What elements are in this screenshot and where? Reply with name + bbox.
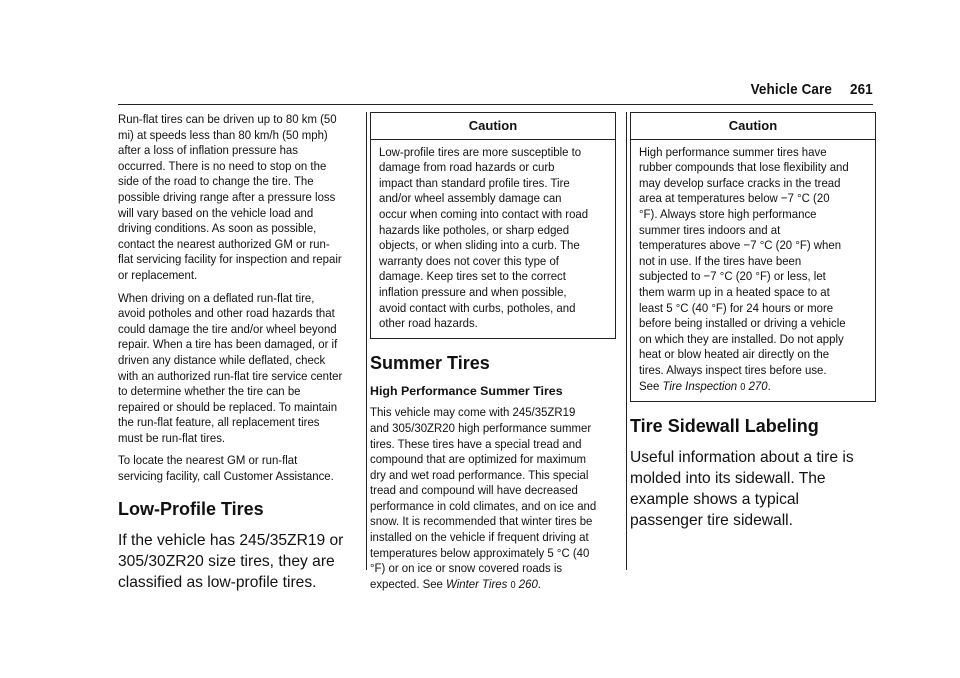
page-header xyxy=(751,81,873,98)
column-2 xyxy=(370,112,616,600)
sidewall-lead: Useful information about a tire is molded into its sidewall. The example shows a typical passenger tire sidewall. xyxy=(630,449,854,530)
low-profile-heading: Low-Profile Tires xyxy=(118,498,264,519)
runflat-paragraph-1: Run-flat tires can be driven up to 80 km (50 mi) at speeds less than 80 km/h (50 mph) after a loss of inflation pressure has occurred. There is no need to stop on the side of the road to change the tire. The possible driving range after a pressure loss will vary based on the vehicle load and driving conditions. As soon as possible, contact the nearest authorized GM or run-flat servicing facility for inspection and repair or replacement. xyxy=(118,112,342,282)
caution-title: Caution xyxy=(631,113,875,140)
column-divider-1 xyxy=(366,112,367,570)
caution-box-low-profile xyxy=(370,112,616,339)
page-ref-arrow-icon: 0 xyxy=(510,579,516,591)
section-title: Vehicle Care xyxy=(750,81,833,98)
tire-inspection-page[interactable]: 270 xyxy=(748,378,768,393)
summer-tires-body: This vehicle may come with 245/35ZR19 and 305/30ZR20 high performance summer tires. These tires have a special tread and compound that are optimized for maximum dry and wet road performance. This special tread and compound will have decreased performance in cold climates, and on ice and snow. It is recommended that winter tires be installed on the vehicle if frequent driving at temperatures below approximately 5 °C (40 °F) or on ice or snow covered roads is expected. See Winter Tires 0 260. xyxy=(370,405,597,591)
tire-inspection-link[interactable]: Tire Inspection xyxy=(662,378,738,393)
low-profile-lead: If the vehicle has 245/35ZR19 or 305/30ZR20 size tires, they are classified as low-profile tires. xyxy=(118,531,344,591)
winter-tires-page[interactable]: 260 xyxy=(518,576,538,591)
winter-tires-link[interactable]: Winter Tires xyxy=(446,576,508,591)
runflat-paragraph-2: When driving on a deflated run-flat tire, avoid potholes and other road hazards that could damage the tire and/or wheel beyond repair. When a tire has been damaged, or if driven any distance while deflated, check with an authorized run-flat tire service center to determine whether the tire can be repaired or should be replaced. To maintain the run-flat feature, all replacement tires must be run-flat tires. xyxy=(118,290,343,445)
page-ref-arrow-icon: 0 xyxy=(740,381,746,393)
summer-tires-heading: Summer Tires xyxy=(370,352,490,373)
column-3 xyxy=(630,112,876,538)
runflat-paragraph-3: To locate the nearest GM or run-flat servicing facility, call Customer Assistance. xyxy=(118,453,334,484)
sidewall-heading: Tire Sidewall Labeling xyxy=(630,416,819,437)
caution-box-summer-tires xyxy=(630,112,876,402)
summer-tires-subheading: High Performance Summer Tires xyxy=(370,383,563,398)
page-number: 261 xyxy=(850,81,873,98)
caution-title: Caution xyxy=(371,113,615,140)
header-rule xyxy=(118,104,873,105)
caution-text: Low-profile tires are more susceptible to damage from road hazards or curb impact than standard profile tires. Tire and/or wheel assembly damage can occur when coming into contact with road hazards like potholes, or sharp edged objects, or when sliding into a curb. The warranty does not cover this type of damage. Keep tires set to the correct inflation pressure and when possible, avoid contact with curbs, potholes, and other road hazards. xyxy=(379,144,589,331)
column-1 xyxy=(118,112,362,600)
caution-text: High performance summer tires have rubber compounds that lose flexibility and may develop surface cracks in the tread area at temperatures below −7 °C (20 °F). Always store high performance summer tires indoors and at temperatures above −7 °C (20 °F) when not in use. If the tires have been subjected to −7 °C (20 °F) or less, let them warm up in a heated space to at least 5 °C (40 °F) for 24 hours or more before being installed or driving a vehicle on which they are installed. Do not apply heat or blow heated air directly on the tires. Always inspect tires before use. See Tire Inspection 0 270. xyxy=(639,144,849,393)
column-divider-2 xyxy=(626,112,627,570)
